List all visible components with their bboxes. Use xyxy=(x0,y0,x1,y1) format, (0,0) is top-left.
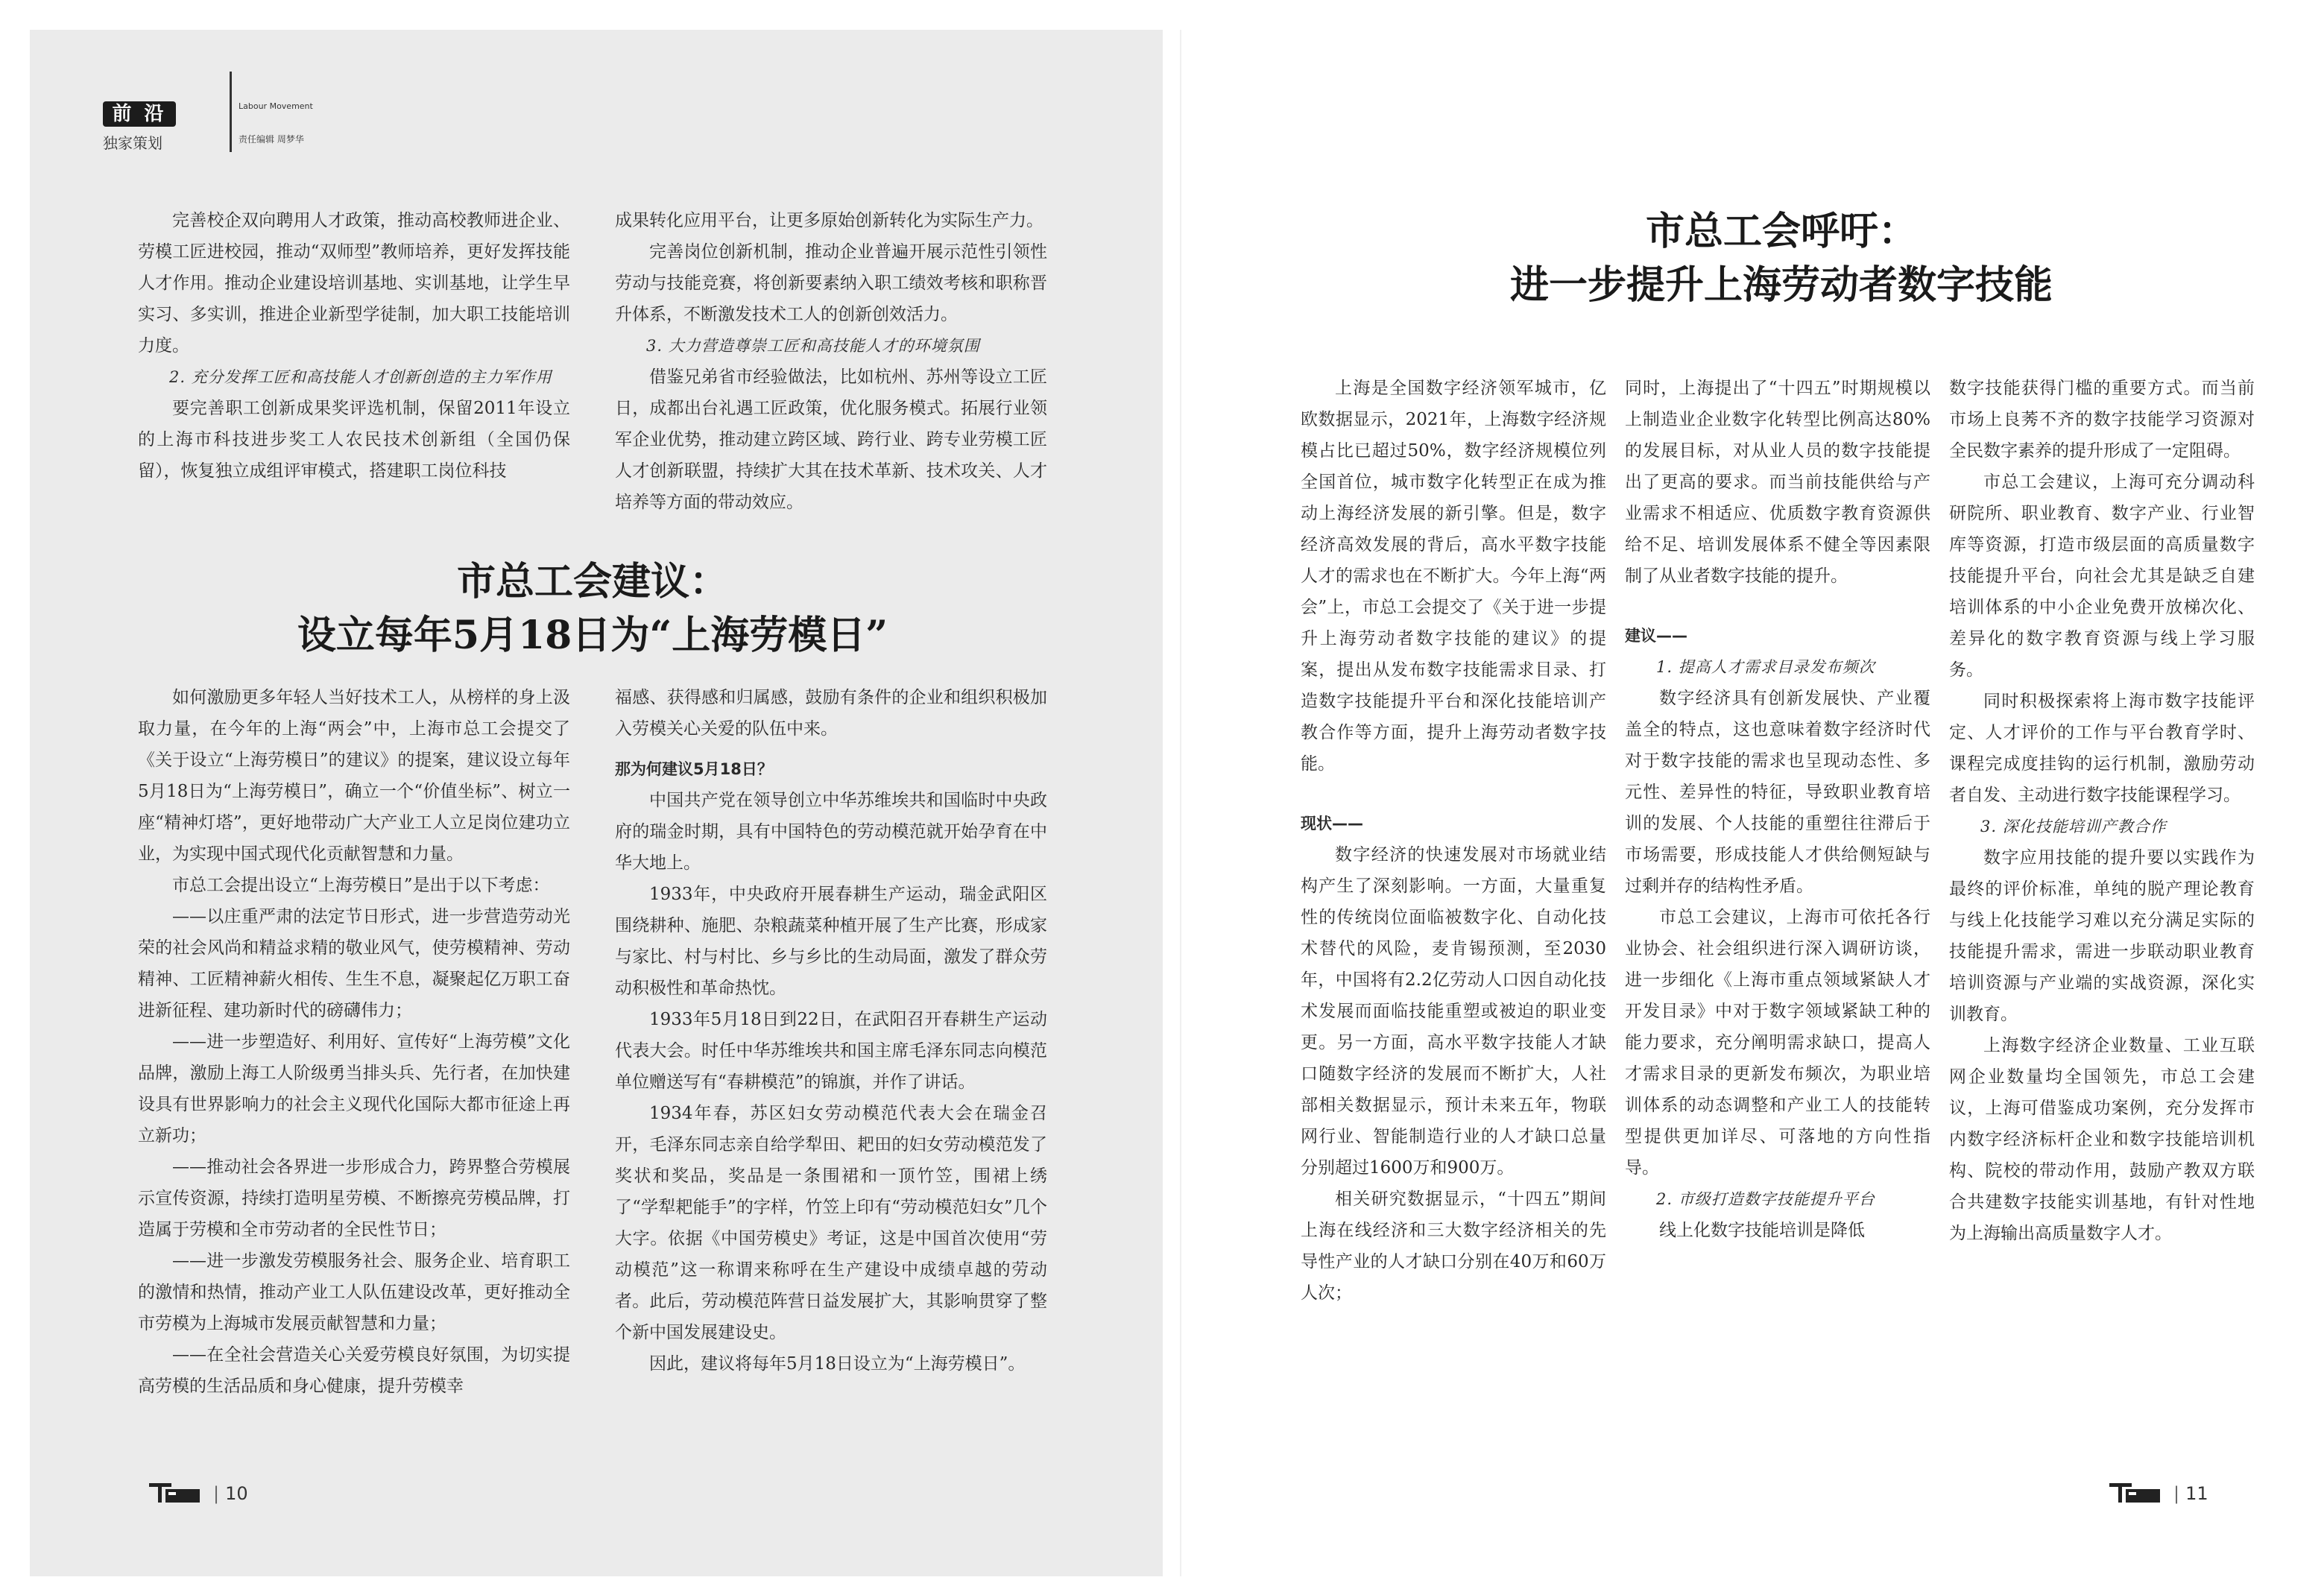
paragraph: 市总工会建议，上海市可依托各行业协会、社会组织进行深入调研访谈，进一步细化《上海市重点领域紧缺人才开发目录》中对于数字领域紧缺工种的能力要求，充分阐明需求缺口，提高人才需求目录的更新发布频次，为职业培训体系的动态调整和产业工人的技能转型提供更加详尽、可落地的方向性指导。 xyxy=(1625,908,1930,1178)
paragraph: 相关研究数据显示，“十四五”期间上海在线经济和三大数字经济相关的先导性产业的人才缺口分别在40万和60万人次； xyxy=(1301,1190,1606,1303)
paragraph: 完善岗位创新机制，推动企业普遍开展示范性引领性劳动与技能竞赛，将创新要素纳入职工绩效考核和职称晋升体系，不断激发技术工人的创新创效活力。 xyxy=(615,242,1047,324)
footer-divider: | xyxy=(213,1483,220,1504)
page-number: 11 xyxy=(2185,1483,2208,1504)
right-article-title xyxy=(1401,205,2162,312)
magazine-logo xyxy=(149,1483,201,1504)
paragraph: 要完善职工创新成果奖评选机制，保留2011年设立的上海市科技进步奖工人农民技术创新组（全国仍保留），恢复独立成组评审模式，搭建职工岗位科技 xyxy=(138,399,570,481)
left-footer xyxy=(149,1483,248,1504)
paragraph: 如何激励更多年轻人当好技术工人，从榜样的身上汲取力量，在今年的上海“两会”中，上海市总工会提交了《关于设立“上海劳模日”的建议》的提案，建议设立每年5月18日为“上海劳模日”，确立一个“价值坐标”、树立一座“精神灯塔”，更好地带动广大产业工人立足岗位建功立业，为实现中国式现代化贡献智慧和力量。 xyxy=(138,688,570,864)
paragraph: 1933年5月18日到22日，在武阳召开春耕生产运动代表大会。时任中华苏维埃共和国主席毛泽东同志向模范单位赠送写有“春耕模范”的锦旗，并作了讲话。 xyxy=(615,1010,1047,1092)
right-title-line-1: 市总工会呼吁： xyxy=(1645,209,1917,254)
right-column-3 xyxy=(1949,373,2255,1249)
paragraph: 数字经济的快速发展对市场就业结构产生了深刻影响。一方面，大量重复性的传统岗位面临被数字化、自动化技术替代的风险，麦肯锡预测，至2030年，中国将有2.2亿劳动人口因自动化技术发展而面临技能重塑或被迫的职业变更。另一方面，高水平数字技能人才缺口随数字经济的发展而不断扩大，人社部相关数据显示，预计未来五年，物联网行业、智能制造行业的人才缺口总量分别超过1600万和900万。 xyxy=(1301,845,1606,1178)
paragraph: 那为何建议5月18日？ xyxy=(615,760,773,778)
paragraph: 福感、获得感和归属感，鼓励有条件的企业和组织积极加入劳模关心关爱的队伍中来。 xyxy=(615,688,1047,739)
paragraph: 数字经济具有创新发展快、产业覆盖全的特点，这也意味着数字经济时代对于数字技能的需求也呈现动态性、多元性、差异性的特征，导致职业教育培训的发展、个人技能的重塑往往滞后于市场需要，形成技能人才供给侧短缺与过剩并存的结构性矛盾。 xyxy=(1625,689,1930,896)
right-column-1 xyxy=(1301,373,1606,1309)
section-english: Labour Movement xyxy=(239,101,313,111)
section-badge: 前 沿 xyxy=(103,101,176,127)
paragraph: 市总工会建议，上海可充分调动科研院所、职业教育、数字产业、行业智库等资源，打造市级层面的高质量数字技能提升平台，向社会尤其是缺乏自建培训体系的中小企业免费开放梯次化、差异化的数字教育资源与线上学习服务。 xyxy=(1949,473,2255,680)
page-number: 10 xyxy=(225,1483,248,1504)
paragraph: ——推动社会各界进一步形成合力，跨界整合劳模展示宣传资源，持续打造明星劳模、不断擦亮劳模品牌，打造属于劳模和全市劳动者的全民性节日； xyxy=(138,1157,570,1239)
header-rule xyxy=(230,72,232,152)
right-footer xyxy=(2109,1483,2208,1504)
paragraph: ——进一步激发劳模服务社会、服务企业、培育职工的激情和热情，推动产业工人队伍建设改革，更好推动全市劳模为上海城市发展贡献智慧和力量； xyxy=(138,1251,570,1333)
page-spine xyxy=(1180,30,1181,1576)
paragraph: ——在全社会营造关心关爱劳模良好氛围，为切实提高劳模的生活品质和身心健康，提升劳模幸 xyxy=(138,1345,570,1396)
paragraph: 1933年，中央政府开展春耕生产运动，瑞金武阳区围绕耕种、施肥、杂粮蔬菜种植开展了生产比赛，形成家与家比、村与村比、乡与乡比的生动局面，激发了群众劳动积极性和革命热忱。 xyxy=(615,885,1047,998)
paragraph: 1. 提高人才需求目录发布频次 xyxy=(1656,658,1875,676)
paragraph: 2. 市级打造数字技能提升平台 xyxy=(1656,1190,1875,1208)
paragraph: 成果转化应用平台，让更多原始创新转化为实际生产力。 xyxy=(615,211,1043,230)
right-column-2 xyxy=(1625,373,1930,1246)
paragraph: 现状—— xyxy=(1301,815,1363,833)
paragraph: 中国共产党在领导创立中华苏维埃共和国临时中央政府的瑞金时期，具有中国特色的劳动模范就开始孕育在中华大地上。 xyxy=(615,791,1047,873)
paragraph: 2. 充分发挥工匠和高技能人才创新创造的主力军作用 xyxy=(169,368,552,386)
paragraph: ——以庄重严肃的法定节日形式，进一步营造劳动光荣的社会风尚和精益求精的敬业风气，使劳模精神、劳动精神、工匠精神薪火相传、生生不息，凝聚起亿万职工奋进新征程、建功新时代的磅礴伟力； xyxy=(138,907,570,1020)
paragraph: 1934年春，苏区妇女劳动模范代表大会在瑞金召开，毛泽东同志亲自给学犁田、耙田的妇女劳动模范发了奖状和奖品，奖品是一条围裙和一顶竹笠，围裙上绣了“学犁耙能手”的字样，竹笠上印有“劳动模范妇女”几个大字。依据《中国劳模史》考证，这是中国首次使用“劳动模范”这一称谓来称呼在生产建设中成绩卓越的劳动者。此后，劳动模范阵营日益发展扩大，其影响贯穿了整个新中国发展建设史。 xyxy=(615,1104,1047,1342)
paragraph: ——进一步塑造好、利用好、宣传好“上海劳模”文化品牌，激励上海工人阶级勇当排头兵、先行者，在加快建设具有世界影响力的社会主义现代化国际大都市征途上再立新功； xyxy=(138,1032,570,1146)
paragraph: 上海数字经济企业数量、工业互联网企业数量均全国领先，市总工会建议，上海可借鉴成功案例，充分发挥市内数字经济标杆企业和数字技能培训机构、院校的带动作用，鼓励产教双方联合共建数字技能实训基地，有针对性地为上海输出高质量数字人才。 xyxy=(1949,1036,2255,1243)
paragraph: 市总工会提出设立“上海劳模日”是出于以下考虑： xyxy=(172,876,550,895)
left-title-line-2: 设立每年5月18日为“上海劳模日” xyxy=(297,613,888,658)
paragraph: 同时，上海提出了“十四五”时期规模以上制造业企业数字化转型比例高达80%的发展目标，对从业人员的数字技能提出了更高的要求。而当前技能供给与产业需求不相适应、优质数字教育资源供给不足、培训发展体系不健全等因素限制了从业者数字技能的提升。 xyxy=(1625,379,1930,586)
footer-divider: | xyxy=(2173,1483,2180,1504)
paragraph: 数字应用技能的提升要以实践作为最终的评价标准，单纯的脱产理论教育与线上化技能学习难以充分满足实际的技能提升需求，需进一步联动职业教育培训资源与产业端的实战资源，深化实训教育。 xyxy=(1949,848,2255,1024)
left-top-column-2 xyxy=(615,205,1047,518)
left-bottom-column-1 xyxy=(138,682,570,1402)
paragraph: 线上化数字技能培训是降低 xyxy=(1659,1221,1865,1240)
right-title-line-2: 进一步提升上海劳动者数字技能 xyxy=(1509,262,2053,308)
magazine-logo xyxy=(2109,1483,2162,1504)
section-header xyxy=(75,72,388,154)
left-bottom-column-2 xyxy=(615,682,1047,1380)
paragraph: 因此，建议将每年5月18日设立为“上海劳模日”。 xyxy=(649,1354,1026,1374)
paragraph: 同时积极探索将上海市数字技能评定、人才评价的工作与平台教育学时、课程完成度挂钩的运行机制，激励劳动者自发、主动进行数字技能课程学习。 xyxy=(1949,692,2255,805)
paragraph: 建议—— xyxy=(1625,627,1687,645)
left-title-line-1: 市总工会建议： xyxy=(456,559,728,604)
left-article-title xyxy=(179,555,1006,663)
paragraph: 完善校企双向聘用人才政策，推动高校教师进企业、劳模工匠进校园，推动“双师型”教师培养，更好发挥技能人才作用。推动企业建设培训基地、实训基地，让学生早实习、多实训，推进企业新型学徒制，加大职工技能培训力度。 xyxy=(138,211,570,356)
paragraph: 3. 大力营造尊崇工匠和高技能人才的环境氛围 xyxy=(646,337,980,355)
section-subtitle: 独家策划 xyxy=(103,134,162,152)
paragraph: 借鉴兄弟省市经验做法，比如杭州、苏州等设立工匠日，成都出台礼遇工匠政策，优化服务模式。拓展行业领军企业优势，推动建立跨区域、跨行业、跨专业劳模工匠人才创新联盟，持续扩大其在技术革新、技术攻关、人才培养等方面的带动效应。 xyxy=(615,367,1047,512)
paragraph: 数字技能获得门槛的重要方式。而当前市场上良莠不齐的数字技能学习资源对全民数字素养的提升形成了一定阻碍。 xyxy=(1949,379,2255,461)
paragraph: 3. 深化技能培训产教合作 xyxy=(1980,818,2167,835)
paragraph: 上海是全国数字经济领军城市，亿欧数据显示，2021年，上海数字经济规模占比已超过50%，数字经济规模位列全国首位，城市数字化转型正在成为推动上海经济发展的新引擎。但是，数字经济高效发展的背后，高水平数字技能人才的需求也在不断扩大。今年上海“两会”上，市总工会提交了《关于进一步提升上海劳动者数字技能的建议》的提案，提出从发布数字技能需求目录、打造数字技能提升平台和深化技能培训产教合作等方面，提升上海劳动者数字技能。 xyxy=(1301,379,1606,774)
left-top-column-1 xyxy=(138,205,570,487)
editor-credit: 责任编辑 周梦华 xyxy=(239,134,304,145)
